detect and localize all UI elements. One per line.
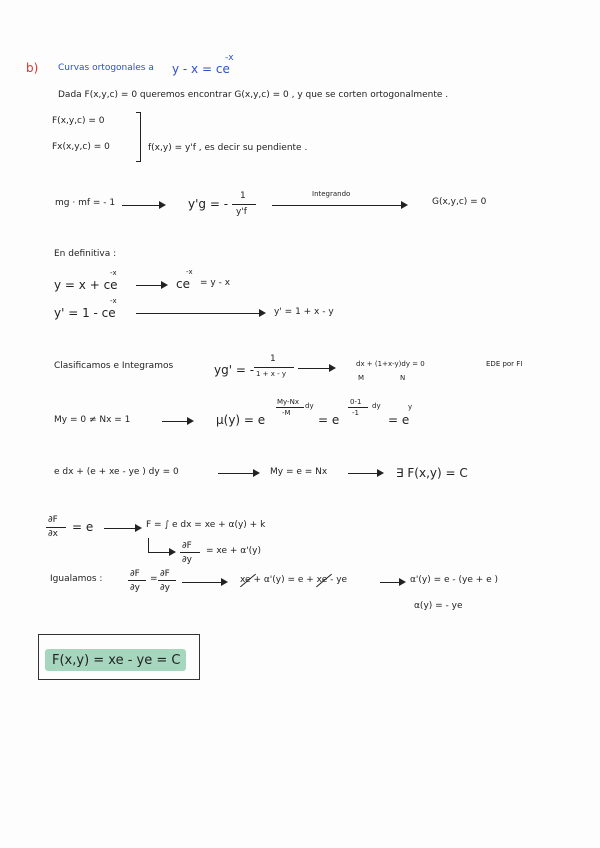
partial-x-num: ∂F bbox=[48, 515, 58, 525]
f-definition: F = ∫ e dx = xe + α(y) + k bbox=[146, 520, 266, 530]
exact-check: My = e = Nx bbox=[270, 467, 328, 477]
yg-num: 1 bbox=[270, 354, 276, 364]
ede-equation: dx + (1+x-y)dy = 0 bbox=[356, 360, 425, 368]
section-title: Curvas ortogonales a bbox=[58, 63, 154, 73]
alpha-prime: α'(y) = e - (ye + e ) bbox=[410, 575, 499, 585]
classify-label: Clasificamos e Integramos bbox=[54, 361, 174, 371]
arrow bbox=[104, 528, 140, 529]
system-result: f(x,y) = y'f , es decir su pendiente . bbox=[148, 143, 308, 153]
equate-lhs-den: ∂y bbox=[130, 583, 140, 593]
mu-exp-den: -M bbox=[282, 409, 291, 417]
eq1-rhs: ce bbox=[176, 277, 190, 291]
mu-exp-num: My-Nx bbox=[277, 398, 299, 406]
arrow bbox=[298, 368, 334, 369]
equate-lhs-num: ∂F bbox=[130, 569, 140, 579]
arrow bbox=[380, 582, 404, 583]
mu-formula: μ(y) = e bbox=[216, 413, 266, 427]
alpha-result: α(y) = - ye bbox=[414, 601, 463, 611]
fraction-bar bbox=[46, 527, 66, 528]
partial-y-den: ∂y bbox=[182, 555, 192, 565]
branch-line bbox=[148, 538, 149, 552]
partial-x-den: ∂x bbox=[48, 529, 58, 539]
ede-m: M bbox=[358, 374, 365, 382]
derivative-lhs: y'g = - bbox=[188, 197, 229, 211]
fraction-bar bbox=[232, 204, 256, 205]
system-eq1: F(x,y,c) = 0 bbox=[52, 116, 105, 126]
eq2-exp: -x bbox=[110, 297, 117, 305]
item-letter: b) bbox=[26, 61, 39, 75]
system-brace bbox=[136, 112, 141, 162]
arrow bbox=[148, 552, 174, 553]
arrow bbox=[272, 205, 406, 206]
mu-exp-dy: dy bbox=[305, 402, 314, 410]
eq1-rhs-exp: -x bbox=[186, 268, 193, 276]
equate-mid: = bbox=[150, 574, 158, 584]
answer-text: F(x,y) = xe - ye = C bbox=[52, 653, 181, 668]
equate-rhs-num: ∂F bbox=[160, 569, 170, 579]
eq1-lhs: y = x + ce bbox=[54, 278, 118, 292]
eq2-result: y' = 1 + x - y bbox=[274, 307, 334, 317]
yg-lhs: yg' = - bbox=[214, 363, 255, 377]
title-exponent: -x bbox=[225, 53, 234, 63]
system-eq2: Fx(x,y,c) = 0 bbox=[52, 142, 110, 152]
arrow bbox=[348, 473, 382, 474]
fraction-bar bbox=[254, 367, 294, 368]
definitiva-heading: En definitiva : bbox=[54, 249, 117, 259]
fraction-bar bbox=[158, 580, 176, 581]
partial-y-rhs: = xe + α'(y) bbox=[206, 546, 262, 556]
arrow bbox=[182, 582, 226, 583]
eq1-exp: -x bbox=[110, 269, 117, 277]
integrating-label: Integrando bbox=[312, 190, 351, 198]
g-result: G(x,y,c) = 0 bbox=[432, 197, 487, 207]
title-equation: y - x = ce bbox=[172, 62, 230, 76]
factor-condition: My = 0 ≠ Nx = 1 bbox=[54, 415, 131, 425]
eq2-lhs: y' = 1 - ce bbox=[54, 306, 116, 320]
mid-eq: = e bbox=[318, 413, 340, 427]
exists-f: ∃ F(x,y) = C bbox=[396, 466, 468, 480]
partial-y-num: ∂F bbox=[182, 541, 192, 551]
arrow bbox=[162, 421, 192, 422]
final-eq: = e bbox=[388, 413, 410, 427]
fraction-num: 1 bbox=[240, 191, 246, 201]
ede-type: EDE por FI bbox=[486, 360, 523, 368]
arrow bbox=[136, 313, 264, 314]
fraction-den: y'f bbox=[236, 207, 247, 217]
arrow bbox=[122, 205, 164, 206]
arrow bbox=[218, 473, 258, 474]
equate-label: Igualamos : bbox=[50, 574, 103, 584]
exact-equation: e dx + (e + xe - ye ) dy = 0 bbox=[54, 467, 179, 477]
fraction-bar bbox=[348, 407, 368, 408]
cancel-equation: xe + α'(y) = e + xe - ye bbox=[240, 575, 348, 585]
fraction-bar bbox=[276, 407, 304, 408]
arrow bbox=[136, 285, 166, 286]
partial-x-rhs: = e bbox=[72, 520, 94, 534]
fraction-bar bbox=[128, 580, 146, 581]
mid-exp-num: 0-1 bbox=[350, 398, 362, 406]
yg-den: 1 + x - y bbox=[256, 370, 287, 378]
fraction-bar bbox=[180, 552, 200, 553]
final-exp: y bbox=[408, 403, 413, 411]
ede-n: N bbox=[400, 374, 406, 382]
mid-exp-den: -1 bbox=[352, 409, 359, 417]
eq1-rhs-tail: = y - x bbox=[200, 278, 231, 288]
slope-product: mg · mf = - 1 bbox=[55, 198, 116, 208]
intro-statement: Dada F(x,y,c) = 0 queremos encontrar G(x,y,c) = 0 , y que se corten ortogonalmente . bbox=[58, 90, 449, 100]
mid-exp-dy: dy bbox=[372, 402, 381, 410]
equate-rhs-den: ∂y bbox=[160, 583, 170, 593]
